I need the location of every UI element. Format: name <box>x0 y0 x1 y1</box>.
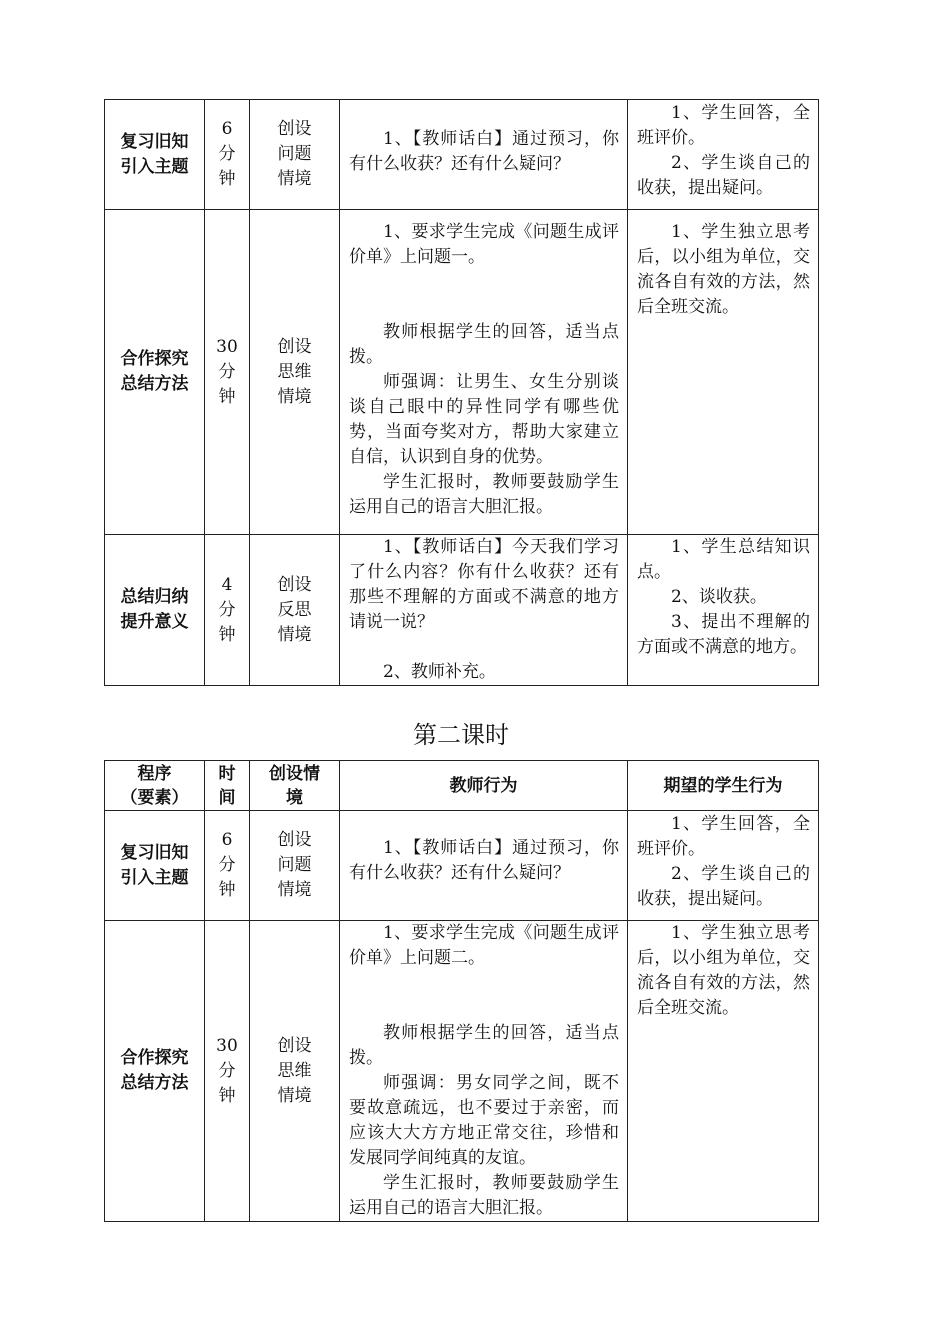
table-row <box>105 811 819 921</box>
header-situation: 创设情 境 <box>250 761 340 811</box>
teacher-behavior-cell: 1、【教师话白】今天我们学习了什么内容？你有什么收获？还有那些不理解的方面或不满意的地方请说一说？ 2、教师补充。 <box>340 535 628 686</box>
header-time: 时 间 <box>205 761 250 811</box>
time-cell: 6 分 钟 <box>205 100 250 210</box>
time-cell: 6 分 钟 <box>205 811 250 921</box>
situation-cell: 创设 反思 情境 <box>250 535 340 686</box>
time-cell: 4 分 钟 <box>205 535 250 686</box>
student-behavior-cell: 1、学生独立思考后，以小组为单位，交流各自有效的方法，然后全班交流。 <box>628 921 819 1222</box>
header-stage: 程序 （要素） <box>105 761 205 811</box>
time-cell: 30 分 钟 <box>205 921 250 1222</box>
header-student-behavior: 期望的学生行为 <box>628 761 819 811</box>
student-behavior-cell: 1、学生独立思考后，以小组为单位，交流各自有效的方法，然后全班交流。 <box>628 210 819 535</box>
table-row <box>105 535 819 686</box>
student-behavior-cell: 1、学生总结知识点。 2、谈收获。 3、提出不理解的方面或不满意的地方。 <box>628 535 819 686</box>
header-teacher-behavior: 教师行为 <box>340 761 628 811</box>
lesson-title: 第二课时 <box>413 721 509 749</box>
stage-cell: 合作探究 总结方法 <box>105 921 205 1222</box>
teacher-behavior-cell: 1、要求学生完成《问题生成评价单》上问题一。 教师根据学生的回答，适当点拨。 师强调：让男生、女生分别谈谈自己眼中的异性同学有哪些优势，当面夸奖对方，帮助大家建立自信，认识到自身的优势。 学生汇报时，教师要鼓励学生运用自己的语言大胆汇报。 <box>340 210 628 535</box>
stage-cell: 总结归纳 提升意义 <box>105 535 205 686</box>
situation-cell: 创设 思维 情境 <box>250 921 340 1222</box>
teacher-behavior-cell: 1、【教师话白】通过预习，你有什么收获？还有什么疑问？ <box>340 100 628 210</box>
lesson-plan-table-1 <box>104 99 819 686</box>
stage-cell: 合作探究 总结方法 <box>105 210 205 535</box>
table-header-row <box>105 761 819 811</box>
teacher-behavior-cell: 1、【教师话白】通过预习，你有什么收获？还有什么疑问？ <box>340 811 628 921</box>
table-row <box>105 210 819 535</box>
teacher-behavior-cell: 1、要求学生完成《问题生成评价单》上问题二。 教师根据学生的回答，适当点拨。 师强调：男女同学之间，既不要故意疏远，也不要过于亲密，而应该大大方方地正常交往，珍惜和发展同学间纯真的友谊。 学生汇报时，教师要鼓励学生运用自己的语言大胆汇报。 <box>340 921 628 1222</box>
situation-cell: 创设 问题 情境 <box>250 100 340 210</box>
situation-cell: 创设 问题 情境 <box>250 811 340 921</box>
stage-cell: 复习旧知 引入主题 <box>105 100 205 210</box>
stage-cell: 复习旧知 引入主题 <box>105 811 205 921</box>
time-cell: 30 分 钟 <box>205 210 250 535</box>
table-row <box>105 100 819 210</box>
table-row <box>105 921 819 1222</box>
lesson-plan-table-2 <box>104 760 819 1222</box>
student-behavior-cell: 1、学生回答，全班评价。 2、学生谈自己的收获，提出疑问。 <box>628 811 819 921</box>
situation-cell: 创设 思维 情境 <box>250 210 340 535</box>
student-behavior-cell: 1、学生回答，全班评价。 2、学生谈自己的收获，提出疑问。 <box>628 100 819 210</box>
